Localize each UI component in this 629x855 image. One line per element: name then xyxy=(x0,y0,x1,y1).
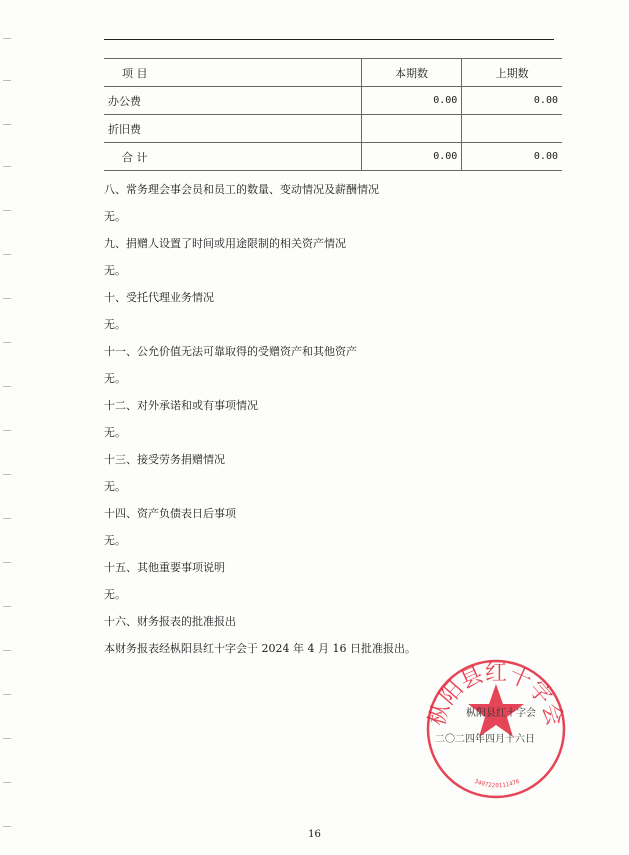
section-heading: 十一、公允价值无法可靠取得的受赠资产和其他资产 xyxy=(104,345,357,358)
section-body: 无。 xyxy=(104,210,126,223)
row-item: 折旧费 xyxy=(104,115,361,143)
table-row xyxy=(104,115,562,143)
section-body: 无。 xyxy=(104,264,126,277)
row-previous: 0.00 xyxy=(462,143,562,171)
expense-table xyxy=(104,58,562,171)
notes-sections xyxy=(104,176,564,662)
table-header-row xyxy=(104,59,562,87)
row-previous: 0.00 xyxy=(462,87,562,115)
row-previous xyxy=(462,115,562,143)
svg-text:3407220111476 xyxy=(473,778,521,790)
section-heading: 十二、对外承诺和或有事项情况 xyxy=(104,399,258,412)
official-seal xyxy=(423,656,569,802)
row-item: 办公费 xyxy=(104,87,361,115)
row-current xyxy=(361,115,462,143)
seal-org: 枞阳县红十字会 xyxy=(466,708,536,719)
row-item: 合 计 xyxy=(104,143,361,171)
header-item: 项 目 xyxy=(104,59,361,87)
page-number: 16 xyxy=(308,829,321,840)
margin-marks xyxy=(0,0,14,855)
section-heading: 八、常务理会事会员和员工的数量、变动情况及薪酬情况 xyxy=(104,183,379,196)
section-body: 无。 xyxy=(104,588,126,601)
section-body: 无。 xyxy=(104,534,126,547)
section-body: 无。 xyxy=(104,372,126,385)
table-total-row xyxy=(104,143,562,171)
header-current: 本期数 xyxy=(361,59,462,87)
section-heading: 十六、财务报表的批准报出 xyxy=(104,615,236,628)
section-heading: 十五、其他重要事项说明 xyxy=(104,561,225,574)
section-heading: 十四、资产负债表日后事项 xyxy=(104,507,236,520)
table-row xyxy=(104,87,562,115)
section-heading: 九、捐赠人设置了时间或用途限制的相关资产情况 xyxy=(104,237,346,250)
section-heading: 十三、接受劳务捐赠情况 xyxy=(104,453,225,466)
seal-date: 二〇二四年四月十六日 xyxy=(435,734,535,745)
section-body: 无。 xyxy=(104,480,126,493)
section-body: 无。 xyxy=(104,426,126,439)
header-previous: 上期数 xyxy=(462,59,562,87)
top-rule xyxy=(104,39,554,40)
section-body: 本财务报表经枞阳县红十字会于 2024 年 4 月 16 日批准报出。 xyxy=(104,642,416,655)
row-current: 0.00 xyxy=(361,87,462,115)
row-current: 0.00 xyxy=(361,143,462,171)
section-heading: 十、受托代理业务情况 xyxy=(104,291,214,304)
seal-ring-text: 枞阳县红十字会 xyxy=(424,660,568,729)
seal-code: 3407220111476 xyxy=(473,777,521,790)
section-body: 无。 xyxy=(104,318,126,331)
